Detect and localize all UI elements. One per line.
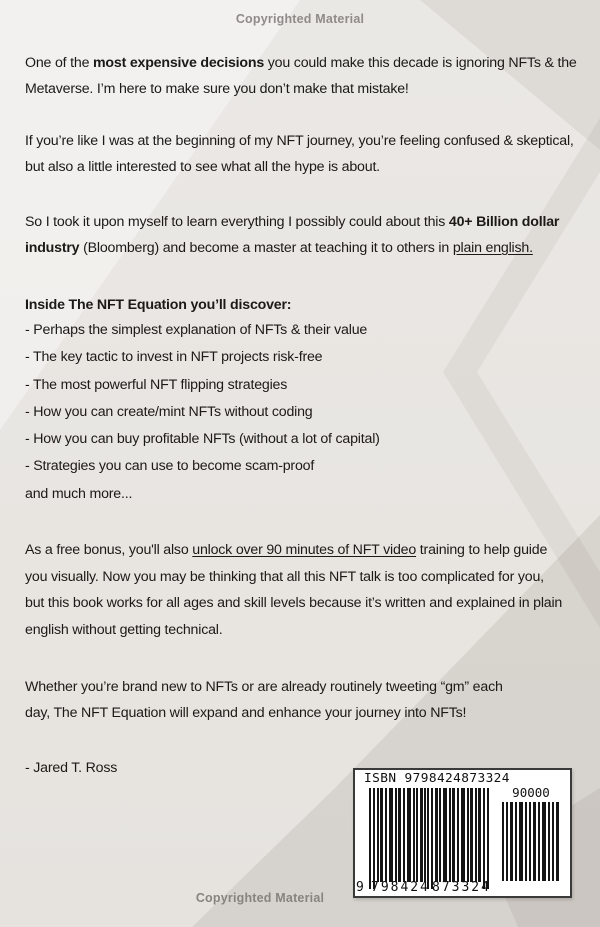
text-line: - How you can create/mint NFTs without coding: [25, 403, 313, 420]
isbn-barcode-box: [353, 768, 572, 898]
text-line: Metaverse. I’m here to make sure you don’t make that mistake!: [25, 81, 409, 97]
text-line: you visually. Now you may be thinking that all this NFT talk is too complicated for you,: [25, 568, 544, 585]
supplement-barcode-graphic: [502, 802, 560, 881]
text-line: and much more...: [25, 485, 133, 502]
text-line: Inside The NFT Equation you’ll discover:: [25, 297, 292, 313]
text-line: english without getting technical.: [25, 621, 223, 638]
ean-digit-group-2: 873324: [432, 880, 491, 895]
empathy-paragraph: [25, 128, 575, 180]
ean-lead-digit: 9: [356, 880, 364, 895]
text-line: So I took it upon myself to learn everything I possibly could about this 40+ Billion dollar: [25, 214, 560, 230]
text-line: As a free bonus, you'll also unlock over 90 minutes of NFT video training to help guide: [25, 542, 548, 558]
closing-paragraph: [25, 674, 575, 726]
text-line: but also a little interested to see what all the hype is about.: [25, 159, 380, 175]
text-line: day, The NFT Equation will expand and enhance your journey into NFTs!: [25, 705, 467, 721]
text-line: - How you can buy profitable NFTs (without a lot of capital): [25, 431, 380, 448]
intro-paragraph: [25, 50, 575, 102]
discover-bullet-list: [25, 317, 575, 508]
copyrighted-material-watermark-top: Copyrighted Material: [235, 12, 365, 26]
bonus-paragraph: [25, 537, 575, 643]
text-line: Whether you’re brand new to NFTs or are already routinely tweeting “gm” each: [25, 679, 503, 695]
discover-heading: [25, 292, 575, 318]
text-line: - The most powerful NFT flipping strategies: [25, 376, 288, 393]
ean-digit-group-1: 798424: [371, 880, 430, 895]
text-line: - The key tactic to invest in NFT projects risk-free: [25, 349, 323, 366]
isbn-number-label: ISBN 9798424873324: [364, 771, 510, 786]
text-line: - Strategies you can use to become scam-proof: [25, 458, 315, 475]
text-line: - Jared T. Ross: [25, 760, 118, 776]
text-line: but this book works for all ages and skill levels because it’s written and explained in plain: [25, 595, 563, 612]
text-line: industry (Bloomberg) and become a master at teaching it to others in plain english.: [25, 240, 533, 256]
text-line: - Perhaps the simplest explanation of NFTs & their value: [25, 322, 368, 338]
authority-paragraph: [25, 209, 575, 261]
text-line: If you’re like I was at the beginning of my NFT journey, you’re feeling confused & skeptical,: [25, 133, 574, 149]
ean-barcode-graphic: [369, 788, 491, 889]
text-line: One of the most expensive decisions you could make this decade is ignoring NFTs & the: [25, 55, 577, 71]
copyrighted-material-watermark-bottom: Copyrighted Material: [195, 891, 325, 905]
price-supplement-label: 90000: [512, 785, 550, 800]
